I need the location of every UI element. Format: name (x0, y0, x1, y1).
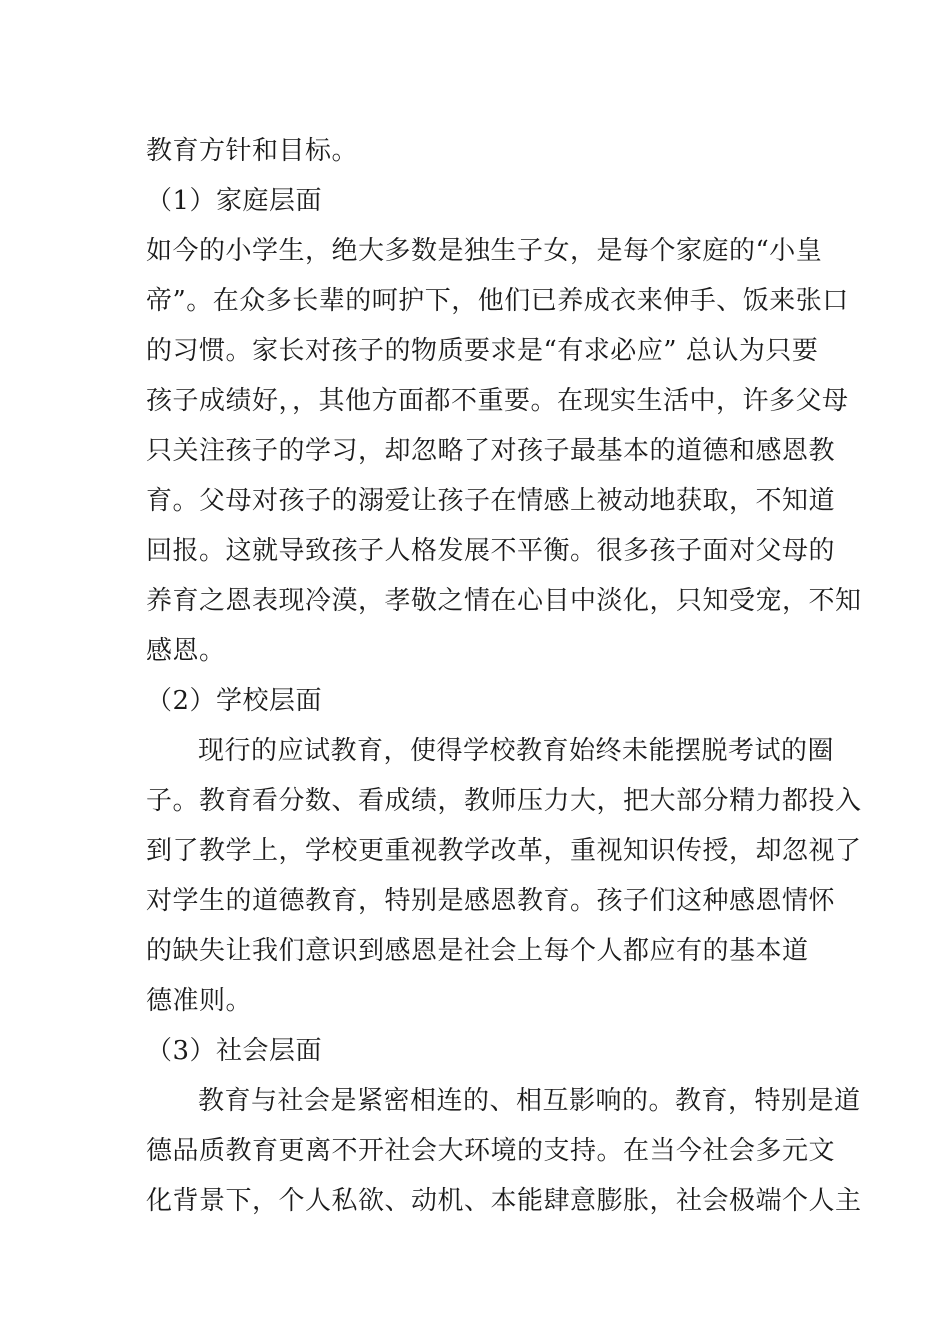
paragraph-line: 孩子成绩好，，其他方面都不重要。在现实生活中，许多父母 (146, 386, 849, 416)
paragraph-line: 回报。这就导致孩子人格发展不平衡。很多孩子面对父母的 (146, 536, 836, 566)
paragraph-line: 如今的小学生，绝大多数是独生子女，是每个家庭的“小皇 (146, 236, 823, 266)
paragraph-line: 教育方针和目标。 (146, 136, 359, 166)
paragraph-line: 对学生的道德教育，特别是感恩教育。孩子们这种感恩情怀 (146, 886, 836, 916)
paragraph-line: 德品质教育更离不开社会大环境的支持。在当今社会多元文 (146, 1136, 836, 1166)
section-heading-society: （3）社会层面 (146, 1036, 323, 1066)
paragraph-line: 的习惯。家长对孩子的物质要求是“有求必应” 总认为只要 (146, 336, 819, 366)
section-heading-school: （2）学校层面 (146, 686, 323, 716)
paragraph-line: 子。教育看分数、看成绩，教师压力大，把大部分精力都投入 (146, 786, 862, 816)
paragraph-line: 德准则。 (146, 986, 253, 1016)
paragraph-line: 感恩。 (146, 636, 226, 666)
section-heading-family: （1）家庭层面 (146, 186, 323, 216)
paragraph-line: 养育之恩表现冷漠，孝敬之情在心目中淡化，只知受宠，不知 (146, 586, 862, 616)
paragraph-line: 帝”。在众多长辈的呵护下，他们已养成衣来伸手、饭来张口 (146, 286, 849, 316)
paragraph-line: 的缺失让我们意识到感恩是社会上每个人都应有的基本道 (146, 936, 809, 966)
paragraph-line: 教育与社会是紧密相连的、相互影响的。教育，特别是道 (198, 1086, 861, 1116)
paragraph-line: 现行的应试教育，使得学校教育始终未能摆脱考试的圈 (198, 736, 835, 766)
paragraph-line: 到了教学上，学校更重视教学改革，重视知识传授，却忽视了 (146, 836, 862, 866)
paragraph-line: 化背景下，个人私欲、动机、本能肆意膨胀，社会极端个人主 (146, 1186, 862, 1216)
paragraph-line: 育。父母对孩子的溺爱让孩子在情感上被动地获取，不知道 (146, 486, 836, 516)
paragraph-line: 只关注孩子的学习，却忽略了对孩子最基本的道德和感恩教 (146, 436, 836, 466)
